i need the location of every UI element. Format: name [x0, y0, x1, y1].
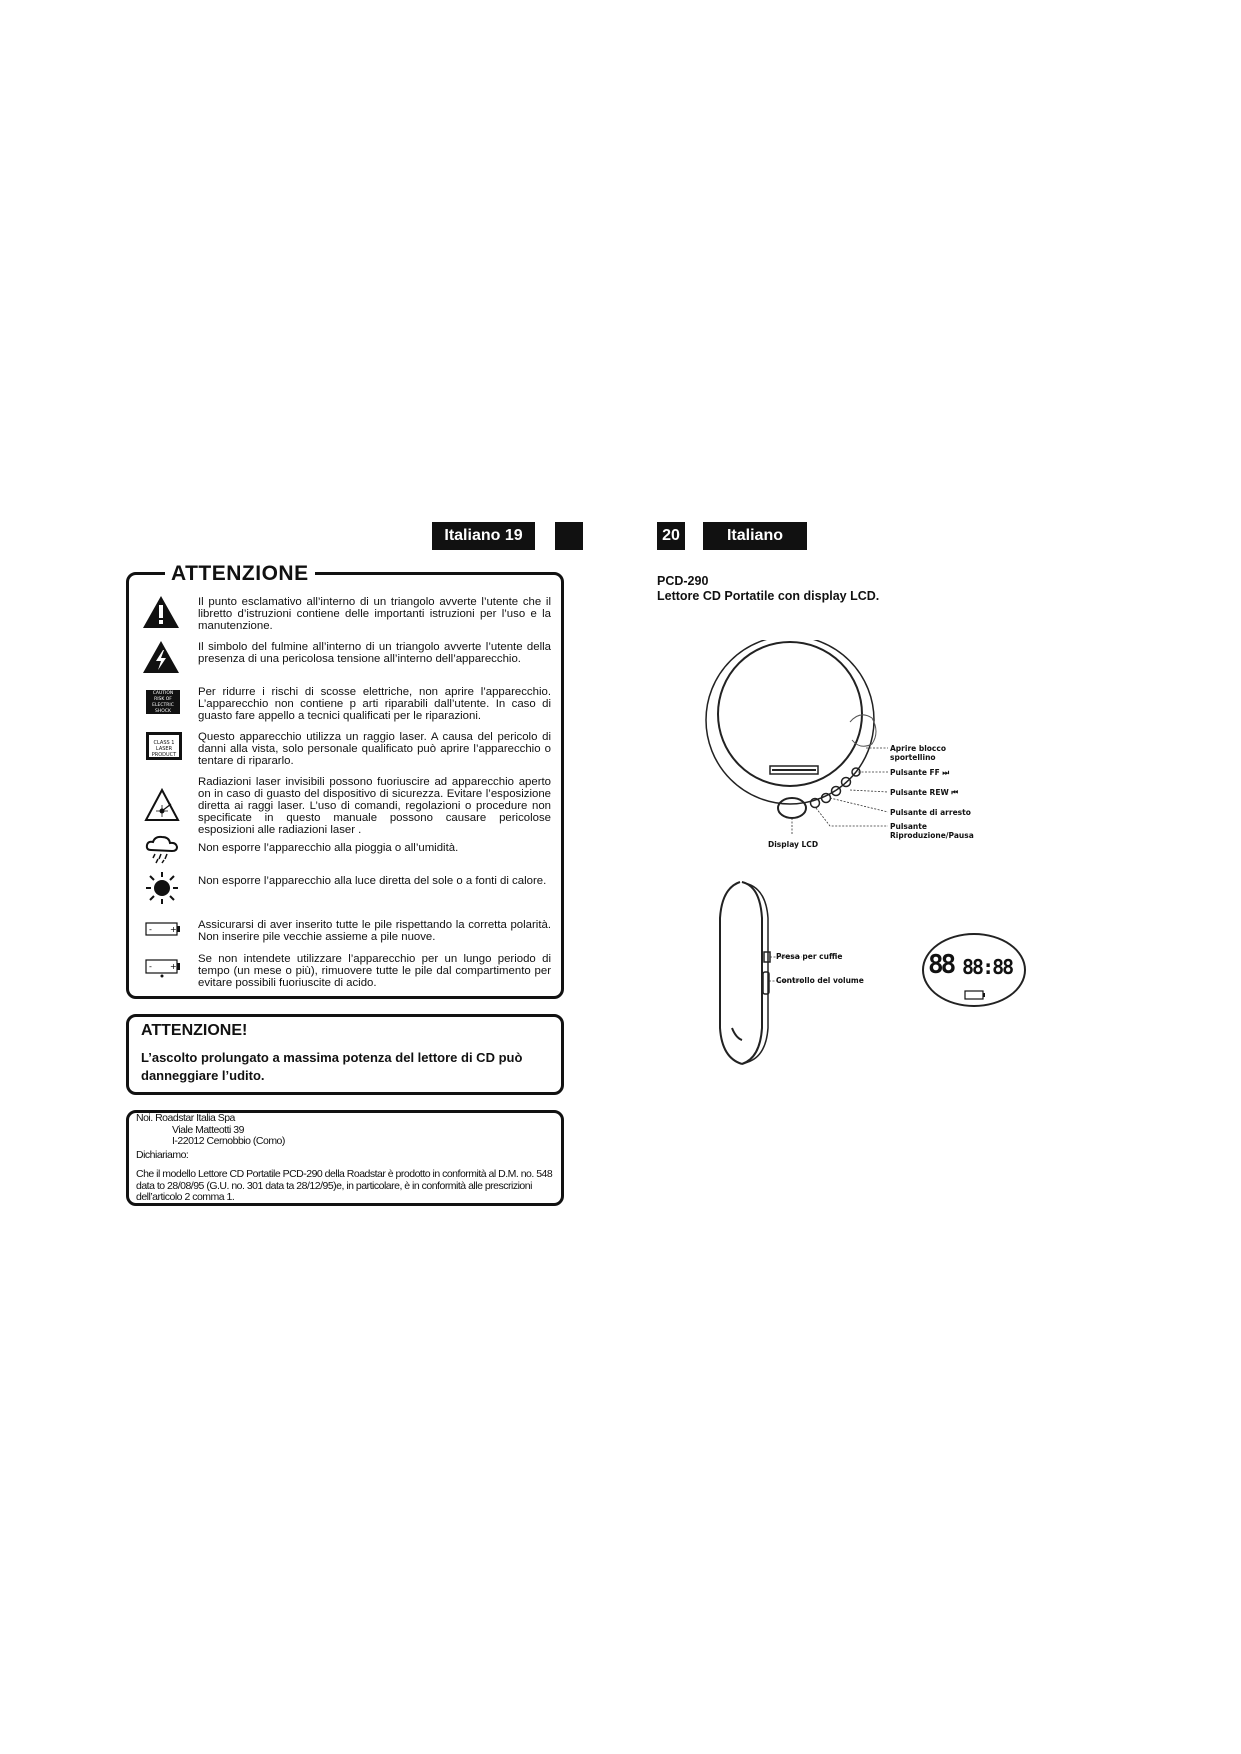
exclamation-triangle-icon — [142, 595, 180, 629]
warning-text-laser: Questo apparecchio utilizza un raggio laser. A causa del pericolo di danni alla vista, solo personale qualificato può aprire l’apparecchio o tentare di ripararlo. — [198, 731, 551, 767]
declaration-company: Noi. Roadstar Italia Spa — [136, 1112, 235, 1124]
label-ff-button: Pulsante FF ⏭ — [890, 768, 950, 777]
left-page-header: Italiano 19 — [432, 522, 535, 550]
attenzione-hearing-title: ATTENZIONE! — [141, 1022, 248, 1039]
class1-label-line2: LASER PRODUCT — [151, 746, 177, 758]
lcd-digits: 88 — [928, 950, 954, 980]
product-description: Lettore CD Portatile con display LCD. — [657, 589, 880, 603]
laser-radiation-triangle-icon — [144, 788, 180, 822]
label-stop-button: Pulsante di arresto — [890, 808, 971, 817]
declaration-body: Che il modello Lettore CD Portatile PCD-290 della Roadstar è prodotto in conformità al D.M. no. 548 data to 28/08/95 (G.U. no. 301 data ta 28/12/95)e, in particolare, è in conformità alle prescrizioni dell’articolo 2 comma 1. — [136, 1168, 553, 1203]
label-open-lid: Aprire blocco sportellino — [890, 744, 946, 762]
attenzione-title: ATTENZIONE — [165, 562, 315, 586]
caution-label-line3: DO NOT OPEN — [147, 715, 179, 720]
right-page-header: Italiano — [703, 522, 807, 550]
svg-text:-: - — [149, 925, 152, 934]
attenzione-hearing-text: L’ascolto prolungato a massima potenza del lettore di CD può danneggiare l’udito. — [141, 1050, 523, 1083]
caution-label-line2: RISK OF ELECTRIC SHOCK — [152, 697, 174, 714]
header-black-block — [555, 522, 583, 550]
lid-latch — [850, 715, 876, 746]
label-lcd-display: Display LCD — [768, 840, 819, 849]
cd-lid — [718, 642, 862, 786]
warning-text-exclamation: Il punto esclamativo all’interno di un triangolo avverte l’utente che il libretto d’istruzioni contiene delle importanti istruzioni per l’uso e la manutenzione. — [198, 596, 551, 632]
svg-text:-: - — [149, 962, 152, 971]
lcd-battery-icon — [964, 990, 986, 1000]
class1-laser-label-icon — [146, 732, 182, 760]
lightning-triangle-icon — [142, 640, 180, 674]
svg-text:+: + — [170, 962, 177, 971]
warning-text-laser-radiation: Radiazioni laser invisibili possono fuoriuscire ad apparecchio aperto on in caso di guasto del dispositivo di sicurezza. Evitare l’esposizione diretta ai raggi laser. L’uso di comandi, regolazioni o procedure non specificate in questo manuale possono causare pericolose esposizioni alle radiazioni laser . — [198, 776, 551, 836]
right-page-number: 20 — [657, 522, 685, 550]
warning-text-lightning: Il simbolo del fulmine all’interno di un triangolo avverte l’utente della presenza di una pericolosa tensione all’interno dell’apparecchio. — [198, 641, 551, 665]
label-play-pause-button: Pulsante Riproduzione/Pausa — [890, 822, 974, 840]
caution-label-icon — [146, 690, 180, 720]
warning-text-caution: Per ridurre i rischi di scosse elettriche, non aprire l’apparecchio. L’apparecchio non contiene p arti riparabili dall’utente. In caso di guasto fare appello a tecnici qualificati per le riparazioni. — [198, 686, 551, 722]
warning-text-battery-removal: Se non intendete utilizzare l’apparecchio per un lungo periodo di tempo (un mese o più), rimuovere tutte le pile dal compartimento per evitare possibili fuoriuscite di acido. — [198, 953, 551, 989]
battery-icon — [145, 921, 181, 937]
warning-text-rain: Non esporre l’apparecchio alla pioggia o all’umidità. — [198, 842, 459, 854]
label-rew-button: Pulsante REW ⏮ — [890, 788, 959, 797]
sun-icon — [145, 871, 179, 905]
lcd-window — [778, 798, 806, 818]
warning-text-sun: Non esporre l’apparecchio alla luce diretta del sole o a fonti di calore. — [198, 875, 547, 887]
label-headphones-jack: Presa per cuffie — [776, 952, 843, 961]
product-model: PCD-290 — [657, 574, 709, 588]
declaration-city: I-22012 Cernobbio (Como) — [172, 1135, 285, 1147]
cd-player-side-diagram — [712, 878, 802, 1068]
warning-text-battery: Assicurarsi di aver inserito tutte le pile rispettando la corretta polarità. Non inserire pile vecchie assieme a pile nuove. — [198, 919, 551, 943]
declaration-text — [136, 1113, 554, 1204]
lcd-time: 88:88 — [962, 955, 1013, 979]
label-volume-control: Controllo del volume — [776, 976, 864, 985]
rain-cloud-icon — [144, 834, 180, 864]
class1-label-line1: CLASS 1 — [153, 740, 175, 746]
declaration-declare: Dichiariamo: — [136, 1148, 189, 1161]
battery-remove-icon — [145, 958, 181, 980]
caution-label-line1: CAUTION — [152, 691, 174, 696]
headphone-jack — [764, 952, 770, 962]
declaration-street: Viale Matteotti 39 — [172, 1123, 244, 1136]
svg-text:+: + — [170, 925, 177, 934]
